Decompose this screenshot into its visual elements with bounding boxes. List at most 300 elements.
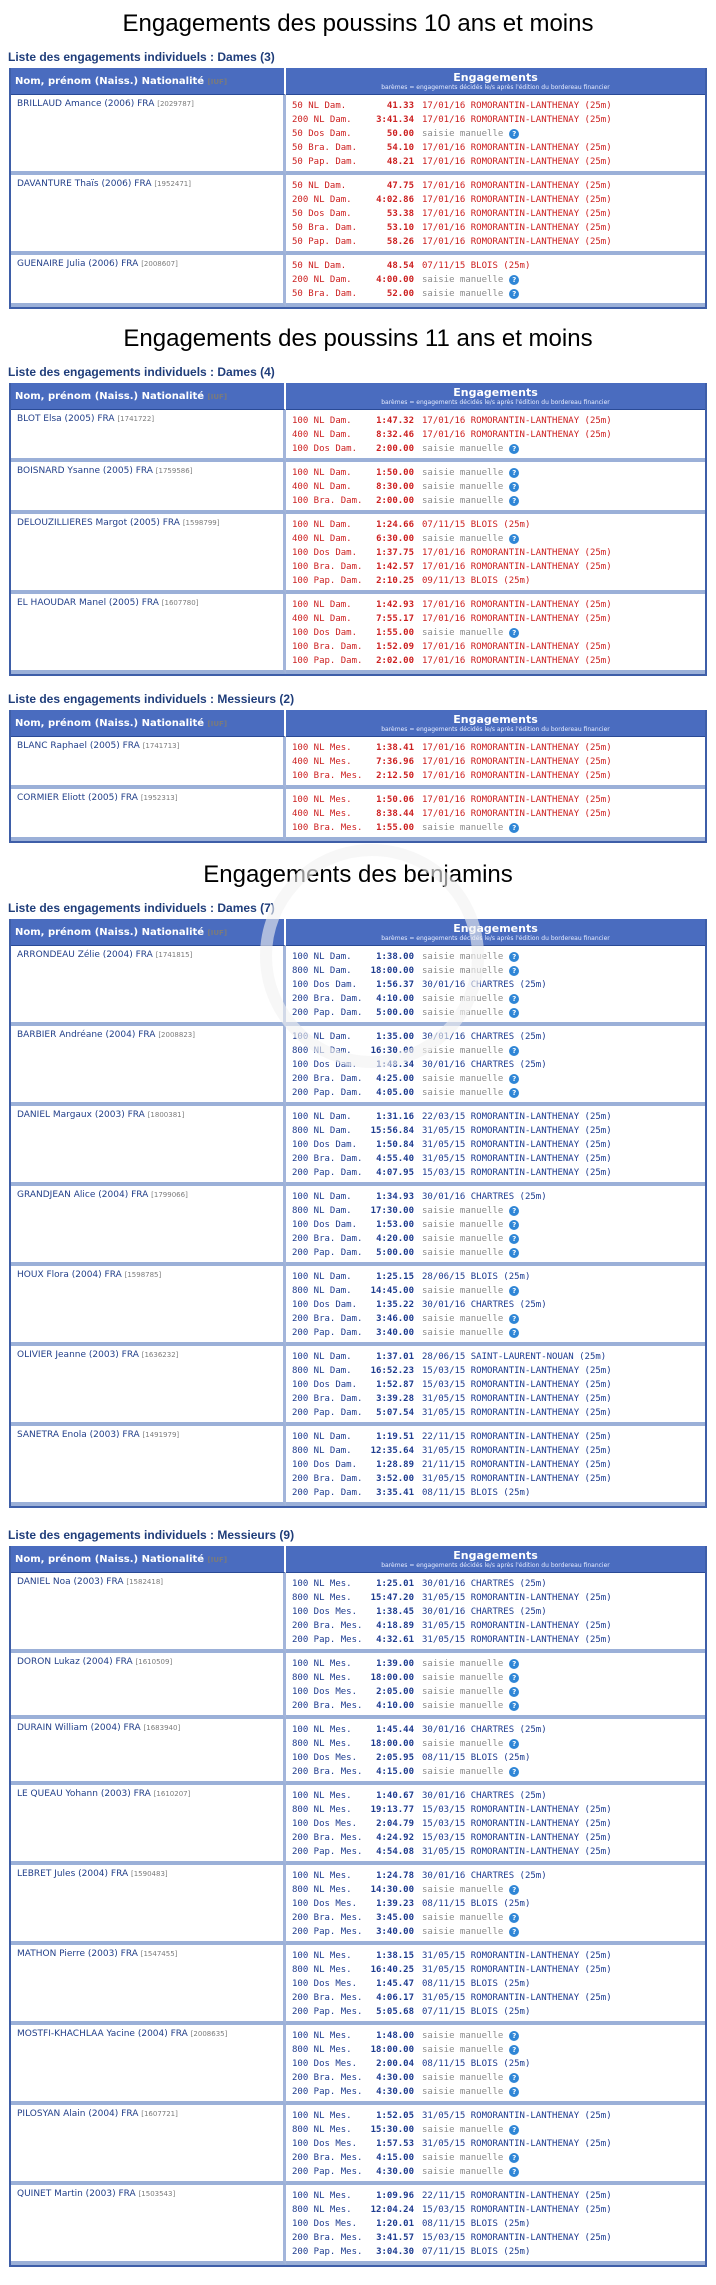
event-place: 17/01/16 ROMORANTIN-LANTHENAY (25m) <box>422 656 612 666</box>
event-place: saisie manuelle <box>422 2073 504 2083</box>
event-place: 17/01/16 ROMORANTIN-LANTHENAY (25m) <box>422 209 612 219</box>
section <box>0 855 716 2267</box>
event-place: 31/05/15 ROMORANTIN-LANTHENAY (25m) <box>422 1993 612 2003</box>
swimmer-name[interactable]: GUENAIRE Julia (2006) FRA [2008607] <box>11 255 286 307</box>
info-circle-icon[interactable]: ? <box>509 1314 519 1324</box>
info-circle-icon[interactable]: ? <box>509 1074 519 1084</box>
event-time: 8:30.00 <box>376 482 414 492</box>
event-place: 15/03/15 ROMORANTIN-LANTHENAY (25m) <box>422 1819 612 1829</box>
info-circle-icon[interactable]: ? <box>509 1234 519 1244</box>
event-place: 17/01/16 ROMORANTIN-LANTHENAY (25m) <box>422 143 612 153</box>
event-row <box>292 640 699 654</box>
event-time: 47.75 <box>386 181 414 191</box>
info-circle-icon[interactable]: ? <box>509 1739 519 1749</box>
event-time: 1:34.93 <box>376 1192 414 1202</box>
swimmer-events <box>286 410 705 462</box>
event-row <box>292 546 699 560</box>
event-row <box>292 1911 699 1925</box>
event-name: 50 NL Dam. <box>292 181 347 191</box>
event-place: 28/06/15 SAINT-LAURENT-NOUAN (25m) <box>422 1352 607 1362</box>
swimmer-iuf: [1683940] <box>143 1724 181 1732</box>
event-name: 50 Pap. Dam. <box>292 237 358 247</box>
swimmer-iuf: [1598785] <box>124 1271 162 1279</box>
swimmer-name[interactable]: CORMIER Eliott (2005) FRA [1952313] <box>11 789 286 841</box>
event-time: 4:30.00 <box>376 2073 414 2083</box>
header-name: Nom, prénom (Naiss.) Nationalité [IUF] <box>11 710 286 737</box>
event-place: 31/05/15 ROMORANTIN-LANTHENAY (25m) <box>422 1593 612 1603</box>
event-name: 200 NL Dam. <box>292 275 352 285</box>
event-time: 16:30.00 <box>370 1046 414 1056</box>
info-circle-icon[interactable]: ? <box>509 1673 519 1683</box>
engagement-list <box>0 895 716 1508</box>
event-place: 08/11/15 BLOIS (25m) <box>422 2219 531 2229</box>
event-place: 31/05/15 ROMORANTIN-LANTHENAY (25m) <box>422 1847 612 1857</box>
swimmer-name[interactable]: DAVANTURE Thaïs (2006) FRA [1952471] <box>11 175 286 255</box>
swimmer-name[interactable]: HOUX Flora (2004) FRA [1598785] <box>11 1266 286 1346</box>
event-time: 2:04.79 <box>376 1819 414 1829</box>
event-row <box>292 273 699 287</box>
swimmer-events <box>286 1785 705 1865</box>
table-row <box>11 255 705 307</box>
event-place: 31/05/15 ROMORANTIN-LANTHENAY (25m) <box>422 1965 612 1975</box>
info-circle-icon[interactable]: ? <box>509 1220 519 1230</box>
event-row <box>292 612 699 626</box>
event-name: 200 Pap. Dam. <box>292 1328 363 1338</box>
table-row <box>11 410 705 462</box>
event-name: 200 Bra. Mes. <box>292 2233 363 2243</box>
event-time: 4:54.08 <box>376 1847 414 1857</box>
event-place: 31/05/15 ROMORANTIN-LANTHENAY (25m) <box>422 1446 612 1456</box>
engagement-list <box>0 44 716 309</box>
info-circle-icon[interactable]: ? <box>509 2031 519 2041</box>
event-row <box>292 2189 699 2203</box>
event-place: saisie manuelle <box>422 1673 504 1683</box>
event-name: 100 NL Dam. <box>292 1032 352 1042</box>
swimmer-events <box>286 1266 705 1346</box>
event-time: 54.10 <box>386 143 414 153</box>
event-time: 15:47.20 <box>370 1593 414 1603</box>
event-row <box>292 1605 699 1619</box>
swimmer-events <box>286 2025 705 2105</box>
event-row <box>292 1817 699 1831</box>
info-circle-icon[interactable]: ? <box>509 129 519 139</box>
event-row <box>292 1765 699 1779</box>
event-name: 100 NL Dam. <box>292 1432 352 1442</box>
event-place: 17/01/16 ROMORANTIN-LANTHENAY (25m) <box>422 771 612 781</box>
info-circle-icon[interactable]: ? <box>509 496 519 506</box>
swimmer-name[interactable]: BRILLAUD Amance (2006) FRA [2029787] <box>11 95 286 175</box>
info-circle-icon[interactable]: ? <box>509 2167 519 2177</box>
event-name: 100 Dos Dam. <box>292 1460 358 1470</box>
list-title: Liste des engagements individuels : Dames (4) <box>8 365 275 379</box>
event-name: 100 NL Dam. <box>292 952 352 962</box>
event-time: 1:24.66 <box>376 520 414 530</box>
event-name: 200 Bra. Mes. <box>292 1767 363 1777</box>
event-place: 15/03/15 ROMORANTIN-LANTHENAY (25m) <box>422 2205 612 2215</box>
event-place: 30/01/16 CHARTRES (25m) <box>422 1791 547 1801</box>
event-time: 18:00.00 <box>370 1739 414 1749</box>
header-engagements <box>286 919 705 946</box>
event-time: 2:05.00 <box>376 1687 414 1697</box>
event-place: 08/11/15 BLOIS (25m) <box>422 1753 531 1763</box>
event-place: 22/03/15 ROMORANTIN-LANTHENAY (25m) <box>422 1112 612 1122</box>
event-time: 1:20.01 <box>376 2219 414 2229</box>
event-time: 2:02.00 <box>376 656 414 666</box>
swimmer-name[interactable]: DANIEL Noa (2003) FRA [1582418] <box>11 1573 286 1653</box>
event-place: 30/01/16 CHARTRES (25m) <box>422 1192 547 1202</box>
swimmer-iuf: [2008635] <box>190 2030 228 2038</box>
event-name: 100 NL Dam. <box>292 416 352 426</box>
event-time: 1:39.00 <box>376 1659 414 1669</box>
event-row <box>292 141 699 155</box>
info-circle-icon[interactable]: ? <box>509 1913 519 1923</box>
event-time: 1:42.93 <box>376 600 414 610</box>
event-time: 4:10.00 <box>376 1701 414 1711</box>
event-row <box>292 1869 699 1883</box>
swimmer-events <box>286 1106 705 1186</box>
event-row <box>292 1472 699 1486</box>
event-row <box>292 1657 699 1671</box>
event-row <box>292 978 699 992</box>
event-time: 2:00.00 <box>376 444 414 454</box>
table-row <box>11 2105 705 2185</box>
event-name: 50 NL Dam. <box>292 261 347 271</box>
event-row <box>292 741 699 755</box>
event-place: saisie manuelle <box>422 1234 504 1244</box>
event-place: saisie manuelle <box>422 482 504 492</box>
table-row <box>11 462 705 514</box>
event-name: 100 Bra. Mes. <box>292 823 363 833</box>
swimmer-name[interactable]: MATHON Pierre (2003) FRA [1547455] <box>11 1945 286 2025</box>
info-circle-icon[interactable]: ? <box>509 1927 519 1937</box>
swimmer-name[interactable]: OLIVIER Jeanne (2003) FRA [1636232] <box>11 1346 286 1426</box>
event-name: 400 NL Mes. <box>292 809 352 819</box>
event-place: saisie manuelle <box>422 2087 504 2097</box>
event-time: 4:24.92 <box>376 1833 414 1843</box>
swimmer-name[interactable]: BLANC Raphael (2005) FRA [1741713] <box>11 737 286 789</box>
event-name: 100 Dos Dam. <box>292 444 358 454</box>
event-place: 30/01/16 CHARTRES (25m) <box>422 1725 547 1735</box>
header-iuf: [IUF] <box>207 77 228 86</box>
header-engagements-note: barèmes = engagements décidés le/s après l'édition du bordereau financier <box>381 84 610 91</box>
event-place: saisie manuelle <box>422 275 504 285</box>
event-place: saisie manuelle <box>422 496 504 506</box>
event-time: 1:50.06 <box>376 795 414 805</box>
info-circle-icon[interactable]: ? <box>509 966 519 976</box>
event-name: 800 NL Dam. <box>292 1046 352 1056</box>
event-row <box>292 259 699 273</box>
event-place: saisie manuelle <box>422 1701 504 1711</box>
event-time: 48.21 <box>386 157 414 167</box>
event-place: saisie manuelle <box>422 1286 504 1296</box>
info-circle-icon[interactable]: ? <box>509 1328 519 1338</box>
swimmer-name[interactable]: MOSTFI-KHACHLAA Yacine (2004) FRA [2008635] <box>11 2025 286 2105</box>
event-name: 100 NL Mes. <box>292 1871 352 1881</box>
swimmer-name[interactable]: BLOT Elsa (2005) FRA [1741722] <box>11 410 286 462</box>
event-time: 3:39.28 <box>376 1394 414 1404</box>
swimmer-iuf: [1582418] <box>126 1578 164 1586</box>
event-place: 21/11/15 ROMORANTIN-LANTHENAY (25m) <box>422 1460 612 1470</box>
info-circle-icon[interactable]: ? <box>509 1701 519 1711</box>
info-circle-icon[interactable]: ? <box>509 2045 519 2055</box>
event-place: 31/05/15 ROMORANTIN-LANTHENAY (25m) <box>422 1140 612 1150</box>
event-time: 12:35.64 <box>370 1446 414 1456</box>
event-place: 09/11/13 BLOIS (25m) <box>422 576 531 586</box>
event-place: saisie manuelle <box>422 966 504 976</box>
event-row <box>292 1086 699 1100</box>
event-name: 200 Pap. Mes. <box>292 2247 363 2257</box>
event-row <box>292 2231 699 2245</box>
event-name: 100 NL Mes. <box>292 2111 352 2121</box>
event-place: 31/05/15 ROMORANTIN-LANTHENAY (25m) <box>422 1635 612 1645</box>
event-time: 1:38.00 <box>376 952 414 962</box>
event-name: 200 Bra. Mes. <box>292 1621 363 1631</box>
swimmer-name[interactable]: DORON Lukaz (2004) FRA [1610509] <box>11 1653 286 1719</box>
swimmer-name[interactable]: LEBRET Jules (2004) FRA [1590483] <box>11 1865 286 1945</box>
swimmer-iuf: [1952313] <box>140 794 178 802</box>
event-place: 17/01/16 ROMORANTIN-LANTHENAY (25m) <box>422 157 612 167</box>
event-time: 2:05.95 <box>376 1753 414 1763</box>
event-row <box>292 1883 699 1897</box>
event-row <box>292 1430 699 1444</box>
event-row <box>292 1803 699 1817</box>
event-name: 200 Pap. Dam. <box>292 1248 363 1258</box>
event-time: 4:00.00 <box>376 275 414 285</box>
event-row <box>292 1991 699 2005</box>
event-name: 100 Dos Dam. <box>292 1220 358 1230</box>
event-row <box>292 1218 699 1232</box>
info-circle-icon[interactable]: ? <box>509 1286 519 1296</box>
event-name: 100 Pap. Dam. <box>292 576 363 586</box>
engagement-table <box>9 710 707 843</box>
info-circle-icon[interactable]: ? <box>509 275 519 285</box>
event-time: 53.38 <box>386 209 414 219</box>
event-row <box>292 2245 699 2259</box>
event-place: 17/01/16 ROMORANTIN-LANTHENAY (25m) <box>422 600 612 610</box>
swimmer-name[interactable]: DELOUZILLIERES Margot (2005) FRA [1598799] <box>11 514 286 594</box>
info-circle-icon[interactable]: ? <box>509 289 519 299</box>
event-name: 200 Bra. Mes. <box>292 1701 363 1711</box>
event-row <box>292 179 699 193</box>
event-time: 1:42.57 <box>376 562 414 572</box>
section-heading: Engagements des poussins 10 ans et moins <box>122 10 594 37</box>
event-place: 08/11/15 BLOIS (25m) <box>422 1488 531 1498</box>
event-row <box>292 1058 699 1072</box>
info-circle-icon[interactable]: ? <box>509 444 519 454</box>
event-time: 14:30.00 <box>370 1885 414 1895</box>
swimmer-name[interactable]: BARBIER Andréane (2004) FRA [2008823] <box>11 1026 286 1106</box>
event-row <box>292 518 699 532</box>
event-time: 4:30.00 <box>376 2167 414 2177</box>
event-place: 15/03/15 ROMORANTIN-LANTHENAY (25m) <box>422 1380 612 1390</box>
event-name: 100 NL Dam. <box>292 1112 352 1122</box>
info-circle-icon[interactable]: ? <box>509 2125 519 2135</box>
event-place: saisie manuelle <box>422 2125 504 2135</box>
event-name: 100 NL Dam. <box>292 1272 352 1282</box>
info-circle-icon[interactable]: ? <box>509 468 519 478</box>
event-time: 3:46.00 <box>376 1314 414 1324</box>
event-name: 200 Pap. Dam. <box>292 1008 363 1018</box>
event-row <box>292 2165 699 2179</box>
event-time: 1:25.15 <box>376 1272 414 1282</box>
event-place: saisie manuelle <box>422 1088 504 1098</box>
event-row <box>292 1949 699 1963</box>
event-time: 1:38.41 <box>376 743 414 753</box>
event-place: 17/01/16 ROMORANTIN-LANTHENAY (25m) <box>422 101 612 111</box>
info-circle-icon[interactable]: ? <box>509 1659 519 1669</box>
event-time: 2:00.04 <box>376 2059 414 2069</box>
event-place: 15/03/15 ROMORANTIN-LANTHENAY (25m) <box>422 2233 612 2243</box>
swimmer-iuf: [1610509] <box>135 1658 173 1666</box>
info-circle-icon[interactable]: ? <box>509 994 519 1004</box>
info-circle-icon[interactable]: ? <box>509 2153 519 2163</box>
event-place: 15/03/15 ROMORANTIN-LANTHENAY (25m) <box>422 1805 612 1815</box>
swimmer-name[interactable]: EL HAOUDAR Manel (2005) FRA [1607780] <box>11 594 286 674</box>
header-engagements-title: Engagements <box>453 713 538 726</box>
swimmer-name[interactable]: BOISNARD Ysanne (2005) FRA [1759586] <box>11 462 286 514</box>
event-row <box>292 598 699 612</box>
event-row <box>292 2151 699 2165</box>
header-engagements-title: Engagements <box>453 922 538 935</box>
list-title: Liste des engagements individuels : Dames (7) <box>8 901 275 915</box>
event-place: saisie manuelle <box>422 2045 504 2055</box>
event-row <box>292 2043 699 2057</box>
swimmer-name[interactable]: LE QUEAU Yohann (2003) FRA [1610207] <box>11 1785 286 1865</box>
event-place: 22/11/15 ROMORANTIN-LANTHENAY (25m) <box>422 1432 612 1442</box>
event-time: 5:00.00 <box>376 1008 414 1018</box>
event-time: 1:40.67 <box>376 1791 414 1801</box>
swimmer-iuf: [1741713] <box>142 742 180 750</box>
event-row <box>292 1152 699 1166</box>
event-name: 50 Dos Dam. <box>292 129 352 139</box>
event-place: 17/01/16 ROMORANTIN-LANTHENAY (25m) <box>422 181 612 191</box>
info-circle-icon[interactable]: ? <box>509 1248 519 1258</box>
engagement-table <box>9 1546 707 2267</box>
event-name: 200 Pap. Mes. <box>292 2007 363 2017</box>
header-iuf: [IUF] <box>207 1555 228 1564</box>
event-row <box>292 235 699 249</box>
event-row <box>292 414 699 428</box>
header-engagements-title: Engagements <box>453 1549 538 1562</box>
event-place: 07/11/15 BLOIS (25m) <box>422 261 531 271</box>
info-circle-icon[interactable]: ? <box>509 1046 519 1056</box>
event-place: 15/03/15 ROMORANTIN-LANTHENAY (25m) <box>422 1833 612 1843</box>
info-circle-icon[interactable]: ? <box>509 1206 519 1216</box>
event-place: 31/05/15 ROMORANTIN-LANTHENAY (25m) <box>422 1621 612 1631</box>
swimmer-name[interactable]: PILOSYAN Alain (2004) FRA [1607721] <box>11 2105 286 2185</box>
event-place: 08/11/15 BLOIS (25m) <box>422 1979 531 1989</box>
event-row <box>292 207 699 221</box>
event-name: 100 Dos Mes. <box>292 1979 358 1989</box>
swimmer-iuf: [1741722] <box>117 415 155 423</box>
event-row <box>292 532 699 546</box>
event-time: 1:09.96 <box>376 2191 414 2201</box>
event-row <box>292 1458 699 1472</box>
swimmer-name[interactable]: ARRONDEAU Zélie (2004) FRA [1741815] <box>11 946 286 1026</box>
swimmer-events <box>286 1945 705 2025</box>
event-time: 18:00.00 <box>370 1673 414 1683</box>
event-row <box>292 466 699 480</box>
swimmer-events <box>286 1573 705 1653</box>
swimmer-iuf: [1503543] <box>138 2190 176 2198</box>
info-circle-icon[interactable]: ? <box>509 2073 519 2083</box>
info-circle-icon[interactable]: ? <box>509 952 519 962</box>
event-name: 100 Dos Mes. <box>292 2219 358 2229</box>
swimmer-name[interactable]: SANETRA Enola (2003) FRA [1491979] <box>11 1426 286 1506</box>
table-row <box>11 594 705 674</box>
event-place: 30/01/16 CHARTRES (25m) <box>422 1300 547 1310</box>
swimmer-events <box>286 1426 705 1506</box>
swimmer-name[interactable]: GRANDJEAN Alice (2004) FRA [1799066] <box>11 1186 286 1266</box>
event-place: saisie manuelle <box>422 2153 504 2163</box>
swimmer-iuf: [2008823] <box>158 1031 195 1039</box>
event-time: 1:35.00 <box>376 1032 414 1042</box>
event-name: 800 NL Mes. <box>292 2205 352 2215</box>
table-row <box>11 946 705 1026</box>
engagement-list <box>0 1522 716 2267</box>
event-row <box>292 1124 699 1138</box>
event-time: 4:55.40 <box>376 1154 414 1164</box>
header-name: Nom, prénom (Naiss.) Nationalité [IUF] <box>11 383 286 410</box>
swimmer-name[interactable]: DURAIN William (2004) FRA [1683940] <box>11 1719 286 1785</box>
event-time: 4:20.00 <box>376 1234 414 1244</box>
info-circle-icon[interactable]: ? <box>509 1885 519 1895</box>
event-row <box>292 494 699 508</box>
event-row <box>292 1671 699 1685</box>
info-circle-icon[interactable]: ? <box>509 628 519 638</box>
event-row <box>292 442 699 456</box>
event-place: saisie manuelle <box>422 1328 504 1338</box>
info-circle-icon[interactable]: ? <box>509 1767 519 1777</box>
table-row <box>11 1426 705 1506</box>
info-circle-icon[interactable]: ? <box>509 482 519 492</box>
info-circle-icon[interactable]: ? <box>509 823 519 833</box>
event-time: 17:30.00 <box>370 1206 414 1216</box>
info-circle-icon[interactable]: ? <box>509 1008 519 1018</box>
info-circle-icon[interactable]: ? <box>509 1088 519 1098</box>
event-row <box>292 1312 699 1326</box>
swimmer-name[interactable]: DANIEL Margaux (2003) FRA [1800381] <box>11 1106 286 1186</box>
header-iuf: [IUF] <box>207 719 228 728</box>
swimmer-events <box>286 1653 705 1719</box>
swimmer-events <box>286 2105 705 2185</box>
info-circle-icon[interactable]: ? <box>509 2087 519 2097</box>
event-name: 100 Dos Mes. <box>292 1687 358 1697</box>
header-engagements-note: barèmes = engagements décidés le/s après l'édition du bordereau financier <box>381 935 610 942</box>
swimmer-name[interactable]: QUINET Martin (2003) FRA [1503543] <box>11 2185 286 2265</box>
event-name: 800 NL Mes. <box>292 2125 352 2135</box>
event-name: 200 Pap. Mes. <box>292 1635 363 1645</box>
swimmer-iuf: [1610207] <box>153 1790 191 1798</box>
event-name: 100 NL Mes. <box>292 1659 352 1669</box>
table-row <box>11 1346 705 1426</box>
event-place: saisie manuelle <box>422 1767 504 1777</box>
event-time: 8:32.46 <box>376 430 414 440</box>
event-row <box>292 1110 699 1124</box>
event-name: 100 Dos Dam. <box>292 628 358 638</box>
event-row <box>292 1232 699 1246</box>
table-row <box>11 1865 705 1945</box>
event-name: 800 NL Mes. <box>292 1965 352 1975</box>
event-name: 200 Bra. Dam. <box>292 1474 363 1484</box>
event-name: 400 NL Mes. <box>292 757 352 767</box>
event-row <box>292 574 699 588</box>
info-circle-icon[interactable]: ? <box>509 534 519 544</box>
event-name: 50 Pap. Dam. <box>292 157 358 167</box>
event-name: 100 NL Mes. <box>292 795 352 805</box>
event-place: saisie manuelle <box>422 2031 504 2041</box>
info-circle-icon[interactable]: ? <box>509 1687 519 1697</box>
